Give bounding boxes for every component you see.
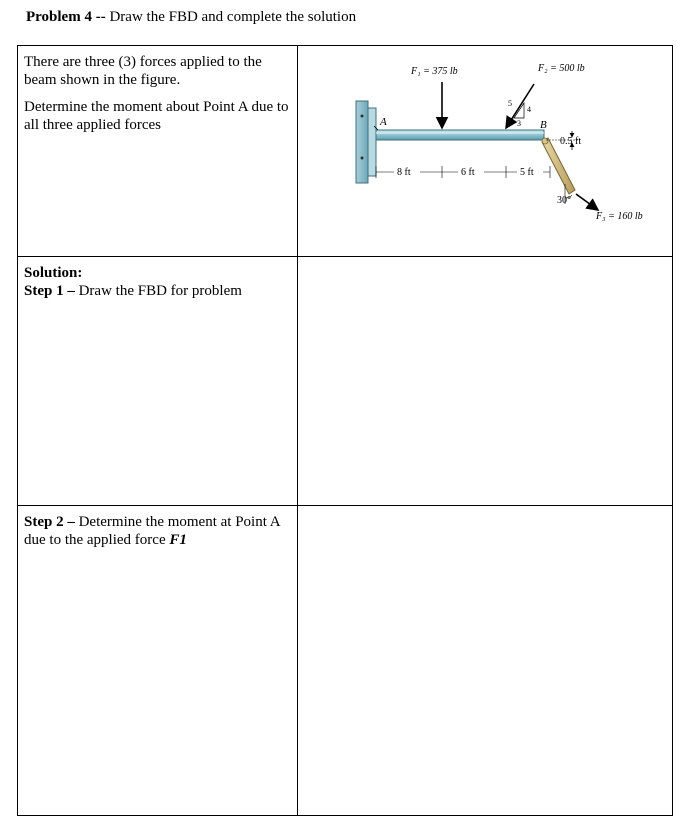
slope-rise: 4 [527, 105, 531, 114]
label-offset: 0.5 ft [560, 136, 582, 147]
dim-5ft: 5 ft [520, 167, 534, 178]
label-f2: F₂ = 500 lb [538, 63, 585, 74]
step2-label: Step 2 – [24, 514, 75, 530]
statement-determine: Determine the moment about Point A due to all three applied forces [24, 99, 289, 133]
step2-instruction: Determine the moment at Point A due to the applied force [24, 514, 280, 548]
step2-force: F1 [169, 532, 187, 548]
figure-cell [298, 46, 673, 257]
dim-8ft: 8 ft [397, 167, 411, 178]
problem-instruction: Draw the FBD and complete the solution [105, 9, 357, 25]
dimension-line [376, 165, 550, 178]
fbd-answer-area[interactable] [298, 257, 673, 506]
label-f3: F₃ = 160 lb [596, 211, 643, 222]
worksheet-table [17, 45, 673, 816]
label-point-b: B [540, 119, 547, 131]
dim-6ft: 6 ft [461, 167, 475, 178]
step1-instruction: Draw the FBD for problem [74, 283, 242, 299]
step2-text [24, 513, 291, 549]
beam-figure [298, 46, 674, 251]
label-angle: 30° [557, 195, 571, 206]
arrow-f3 [576, 194, 598, 210]
step1-text [24, 282, 291, 300]
page-title [26, 9, 356, 26]
statement-forces: There are three (3) forces applied to the beam shown in the figure. [24, 54, 262, 88]
step2-cell [18, 506, 298, 816]
problem-label: Problem 4 -- [26, 9, 106, 25]
step1-label: Step 1 – [24, 283, 75, 299]
label-f1: F₁ = 375 lb [411, 66, 458, 77]
solution-cell [18, 257, 298, 506]
label-point-a: A [380, 116, 387, 128]
wall-support [356, 101, 376, 183]
beam [376, 130, 544, 140]
slope-run: 3 [517, 119, 521, 128]
step2-answer-area[interactable] [298, 506, 673, 816]
problem-statement-cell [18, 46, 298, 257]
solution-heading: Solution: [24, 265, 83, 281]
slope-hyp: 5 [508, 99, 512, 108]
slope-triangle [508, 99, 531, 128]
